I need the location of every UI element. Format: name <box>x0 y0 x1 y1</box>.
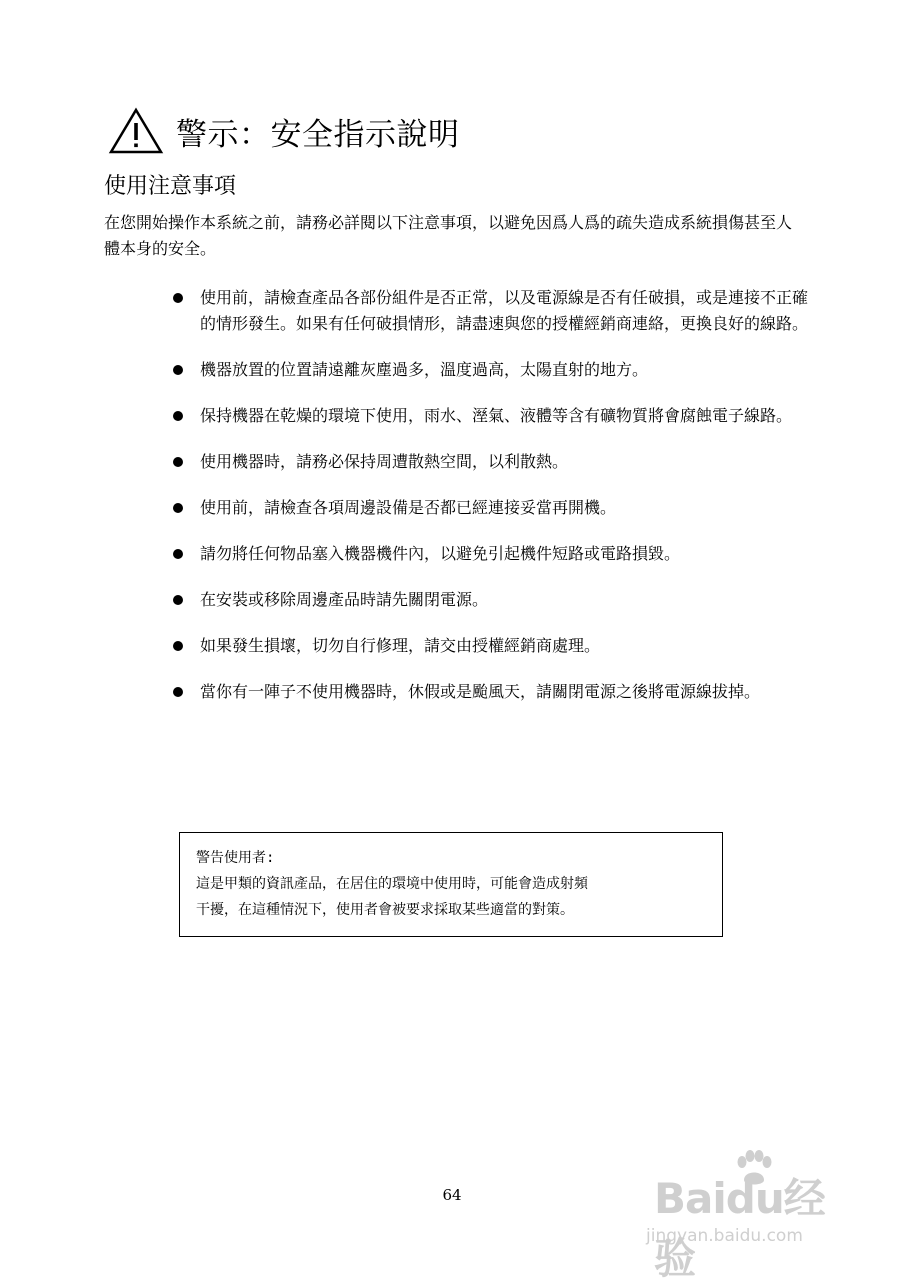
bullet-icon <box>173 411 183 421</box>
warning-line: 這是甲類的資訊產品，在居住的環境中使用時，可能會造成射頻 <box>196 876 588 892</box>
warning-triangle-icon <box>108 107 164 155</box>
list-item <box>170 403 810 429</box>
list-item-text: 使用前，請檢查各項周邊設備是否都已經連接妥當再開機。 <box>200 498 617 517</box>
warning-line: 干擾，在這種情況下，使用者會被要求採取某些適當的對策。 <box>196 902 574 918</box>
bullet-icon <box>173 549 183 559</box>
baidu-watermark <box>646 1148 846 1283</box>
list-item <box>170 633 810 659</box>
intro-paragraph: 在您開始操作本系統之前，請務必詳閱以下注意事項，以避免因爲人爲的疏失造成系統損傷甚至人體本身的安全。 <box>104 213 793 258</box>
bullet-icon <box>173 293 183 303</box>
page-header <box>108 105 460 157</box>
bullet-icon <box>173 365 183 375</box>
bullet-icon <box>173 503 183 513</box>
list-item <box>170 679 810 705</box>
bullet-icon <box>173 457 183 467</box>
user-warning-box <box>179 832 723 937</box>
section-heading: 使用注意事項 <box>104 174 237 199</box>
list-item-text: 機器放置的位置請遠離灰塵過多，溫度過高，太陽直射的地方。 <box>200 360 649 379</box>
list-item-text: 如果發生損壞，切勿自行修理，請交由授權經銷商處理。 <box>200 636 601 655</box>
bullet-icon <box>173 641 183 651</box>
list-item <box>170 357 810 383</box>
warning-heading: 警告使用者: <box>196 850 275 866</box>
list-item-text: 使用前，請檢查產品各部份組件是否正常，以及電源線是否有任破損，或是連接不正確的情形發生。如果有任何破損情形，請盡速與您的授權經銷商連絡，更換良好的線路。 <box>200 288 809 333</box>
watermark-url: jingyan.baidu.com <box>646 1226 803 1246</box>
list-item-text: 使用機器時，請務必保持周遭散熱空間，以利散熱。 <box>200 452 569 471</box>
list-item-text: 當你有一陣子不使用機器時，休假或是颱風天，請關閉電源之後將電源線拔掉。 <box>200 682 761 701</box>
precautions-list <box>170 285 810 725</box>
list-item <box>170 495 810 521</box>
watermark-brand: Baidu经验 <box>654 1174 825 1283</box>
bullet-icon <box>173 687 183 697</box>
bullet-icon <box>173 595 183 605</box>
list-item <box>170 285 810 337</box>
list-item-text: 在安裝或移除周邊產品時請先關閉電源。 <box>200 590 489 609</box>
list-item <box>170 449 810 475</box>
list-item-text: 請勿將任何物品塞入機器機件內，以避免引起機件短路或電路損毀。 <box>200 544 681 563</box>
list-item <box>170 541 810 567</box>
list-item-text: 保持機器在乾燥的環境下使用，雨水、溼氣、液體等含有礦物質將會腐蝕電子線路。 <box>200 406 793 425</box>
page-number: 64 <box>442 1186 462 1204</box>
list-item <box>170 587 810 613</box>
page-title: 警示：安全指示說明 <box>176 116 460 153</box>
